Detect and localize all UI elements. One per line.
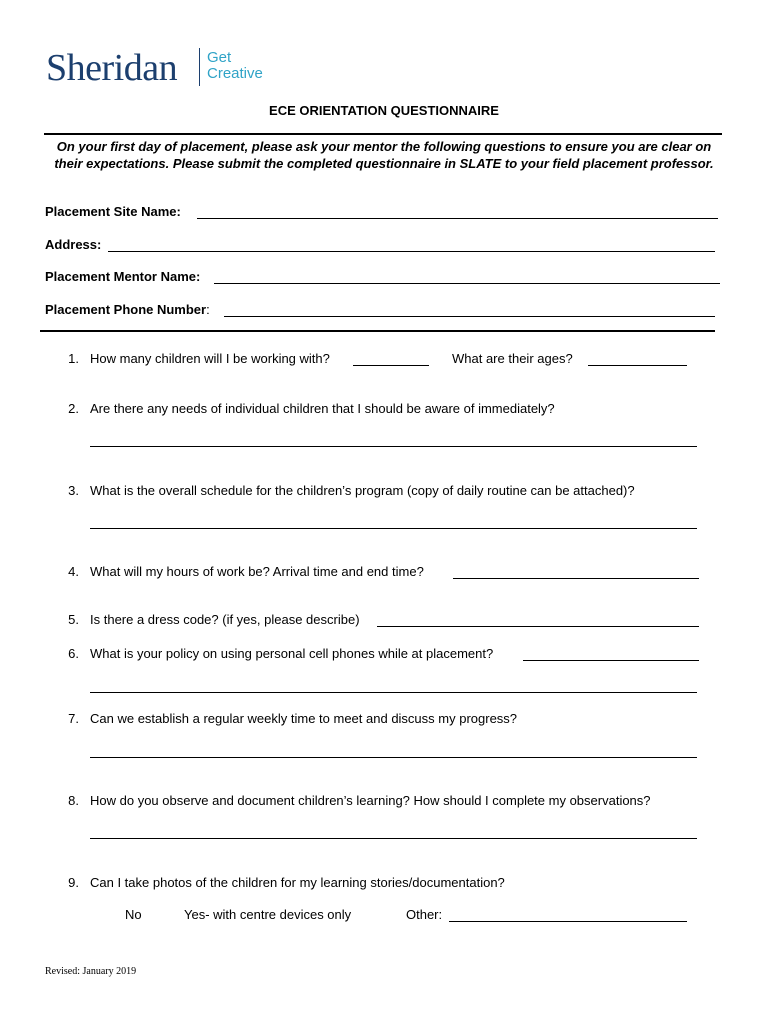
intro-instructions: On your first day of placement, please ask your mentor the following questions to ensure you are clear on their expectations. Please submit the completed questionnaire in SLATE to your field placement professor. <box>54 139 714 171</box>
question-9-text: Can I take photos of the children for my learning stories/documentation? <box>90 875 505 890</box>
phone-label-text: Placement Phone Number <box>45 302 207 317</box>
question-6-answer-line[interactable] <box>523 660 699 661</box>
question-6-text: What is your policy on using personal cell phones while at placement? <box>90 646 494 661</box>
question-5-number: 5. <box>68 612 79 627</box>
question-4-number: 4. <box>68 564 79 579</box>
photo-option-no[interactable]: No <box>125 907 142 922</box>
question-9-number: 9. <box>68 875 79 890</box>
question-2-number: 2. <box>68 401 79 416</box>
question-4-answer-line[interactable] <box>453 578 699 579</box>
question-7-text: Can we establish a regular weekly time to meet and discuss my progress? <box>90 711 518 726</box>
question-3-text: What is the overall schedule for the children’s program (copy of daily routine can be attached)? <box>90 483 635 498</box>
question-5-answer-line[interactable] <box>377 626 699 627</box>
phone-line[interactable] <box>224 316 715 317</box>
question-1-answer-line[interactable] <box>353 365 429 366</box>
site-name-line[interactable] <box>197 218 718 219</box>
question-1-ages-line[interactable] <box>588 365 687 366</box>
revised-date: Revised: January 2019 <box>45 966 137 977</box>
logo-tagline-line1: Get <box>207 49 232 66</box>
question-2-answer-line[interactable] <box>90 446 697 447</box>
question-6-number: 6. <box>68 646 79 661</box>
question-4-text: What will my hours of work be? Arrival time and end time? <box>90 564 424 579</box>
question-8-text: How do you observe and document children’s learning? How should I complete my observations? <box>90 793 651 808</box>
photo-other-answer-line[interactable] <box>449 921 687 922</box>
question-8-number: 8. <box>68 793 79 808</box>
question-6-answer-line-2[interactable] <box>90 692 697 693</box>
logo-divider <box>199 48 200 86</box>
title-rule <box>44 133 722 135</box>
site-name-label: Placement Site Name: <box>45 204 181 219</box>
question-1-number: 1. <box>68 351 79 366</box>
photo-option-yes[interactable]: Yes- with centre devices only <box>184 907 352 922</box>
mentor-name-label: Placement Mentor Name: <box>45 269 201 284</box>
address-line[interactable] <box>108 251 715 252</box>
logo-tagline <box>207 50 263 82</box>
question-5-text: Is there a dress code? (if yes, please describe) <box>90 612 360 627</box>
logo-wordmark: Sheridan <box>46 47 178 89</box>
photo-option-other[interactable]: Other: <box>406 907 443 922</box>
question-3-answer-line[interactable] <box>90 528 697 529</box>
question-1-text: How many children will I be working with? <box>90 351 330 366</box>
address-label: Address: <box>45 237 102 252</box>
page-title: ECE ORIENTATION QUESTIONNAIRE <box>269 103 499 118</box>
phone-label-colon: : <box>206 302 210 317</box>
question-7-number: 7. <box>68 711 79 726</box>
question-7-answer-line[interactable] <box>90 757 697 758</box>
question-8-answer-line[interactable] <box>90 838 697 839</box>
question-3-number: 3. <box>68 483 79 498</box>
mentor-name-line[interactable] <box>214 283 720 284</box>
question-2-text: Are there any needs of individual children that I should be aware of immediately? <box>90 401 555 416</box>
section-rule <box>40 330 715 332</box>
question-1-extra-text: What are their ages? <box>452 351 573 366</box>
phone-label <box>45 302 210 317</box>
logo-tagline-line2: Creative <box>207 65 263 82</box>
